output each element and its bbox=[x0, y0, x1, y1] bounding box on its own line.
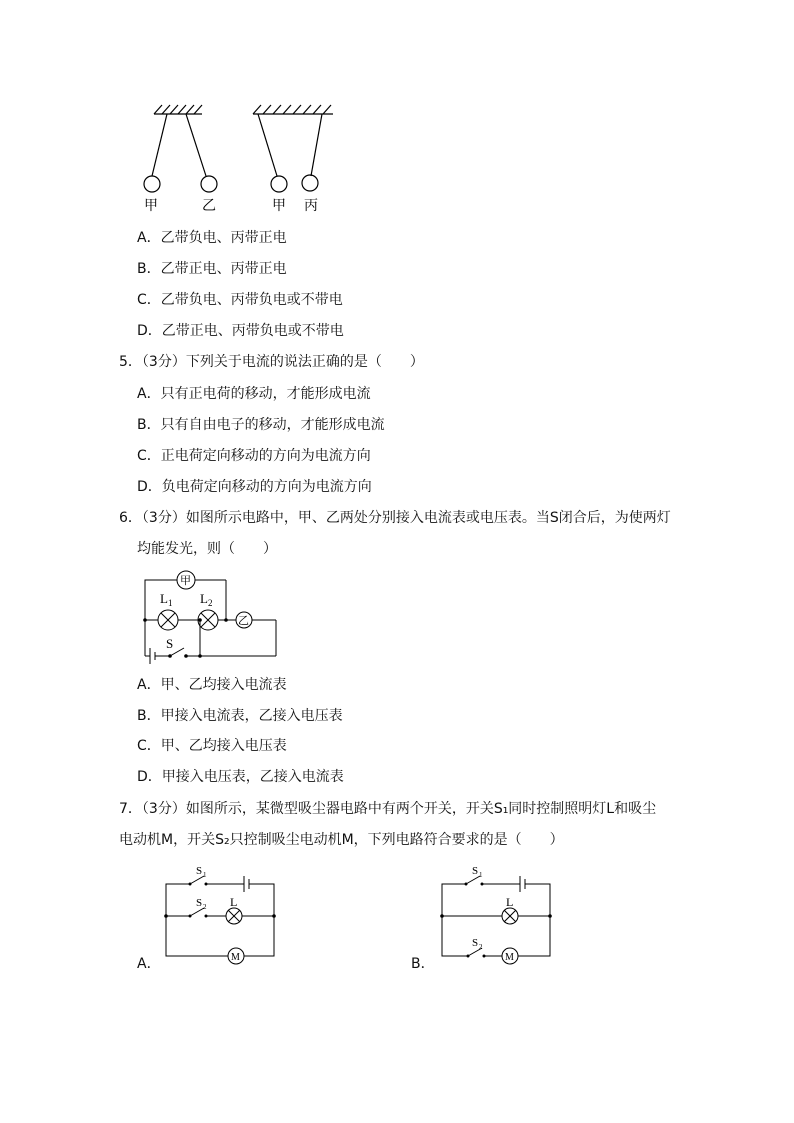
q6-option-d: D．甲接入电压表，乙接入电流表 bbox=[137, 769, 344, 785]
q7b-s2-sub: 2 bbox=[479, 943, 483, 951]
q6-lamp1-label: L bbox=[160, 591, 168, 606]
q7a-s1-sub: 1 bbox=[203, 871, 207, 879]
q7b-motor-label: M bbox=[505, 952, 514, 963]
q6-option-b: B．甲接入电流表，乙接入电压表 bbox=[137, 708, 343, 724]
q7a-s2-label: S bbox=[196, 897, 203, 909]
q7-stem-line2: 电动机M，开关S₂只控制吸尘电动机M，下列电路符合要求的是（ ） bbox=[119, 832, 564, 848]
q7-option-b-label: B． bbox=[411, 956, 435, 972]
q7-circuit-a bbox=[160, 864, 282, 964]
q4-label-yi: 乙 bbox=[202, 198, 216, 214]
q5-stem: 5．（3分）下列关于电流的说法正确的是（ ） bbox=[119, 354, 424, 370]
q4-option-d: D．乙带正电、丙带负电或不带电 bbox=[137, 323, 344, 339]
q4-label-jia-right: 甲 bbox=[272, 198, 286, 214]
q7b-s1-label: S bbox=[472, 865, 479, 877]
q6-meter-jia: 甲 bbox=[180, 574, 191, 587]
q7b-lamp-label: L bbox=[506, 895, 514, 909]
q7-option-a-label: A． bbox=[137, 956, 161, 972]
q4-label-bing: 丙 bbox=[304, 198, 318, 214]
q6-meter-yi: 乙 bbox=[238, 614, 249, 627]
q6-lamp2-label: L bbox=[200, 591, 208, 606]
q5-option-a: A．只有正电荷的移动，才能形成电流 bbox=[137, 386, 371, 402]
q6-lamp2-sub: 2 bbox=[208, 598, 213, 608]
q7a-s2-sub: 2 bbox=[203, 903, 207, 911]
q7a-s1-label: S bbox=[196, 865, 203, 877]
q4-option-a: A．乙带负电、丙带正电 bbox=[137, 230, 287, 246]
q6-stem-line2: 均能发光，则（ ） bbox=[137, 541, 277, 557]
q7-stem-line1: 7．（3分）如图所示，某微型吸尘器电路中有两个开关，开关S₁同时控制照明灯L和吸尘 bbox=[119, 801, 657, 817]
q4-option-b: B．乙带正电、丙带正电 bbox=[137, 261, 287, 277]
q7b-s1-sub: 1 bbox=[479, 871, 483, 879]
q5-option-b: B．只有自由电子的移动，才能形成电流 bbox=[137, 417, 385, 433]
q7-circuit-b bbox=[436, 864, 558, 964]
q6-lamp1-sub: 1 bbox=[168, 598, 173, 608]
q5-option-c: C．正电荷定向移动的方向为电流方向 bbox=[137, 448, 371, 464]
q7b-s2-label: S bbox=[472, 937, 479, 949]
q6-stem-line1: 6．（3分）如图所示电路中，甲、乙两处分别接入电流表或电压表。当S闭合后，为使两灯 bbox=[119, 510, 671, 526]
q6-option-a: A．甲、乙均接入电流表 bbox=[137, 677, 287, 693]
q4-pendulum-figure bbox=[140, 100, 340, 220]
q7a-lamp-label: L bbox=[230, 895, 238, 909]
q4-option-c: C．乙带负电、丙带负电或不带电 bbox=[137, 292, 343, 308]
q7a-motor-label: M bbox=[231, 952, 240, 963]
q6-option-c: C．甲、乙均接入电压表 bbox=[137, 738, 287, 754]
q6-circuit-figure bbox=[140, 568, 282, 664]
q5-option-d: D．负电荷定向移动的方向为电流方向 bbox=[137, 479, 372, 495]
q6-switch-label: S bbox=[166, 636, 174, 651]
q4-label-jia-left: 甲 bbox=[144, 198, 158, 214]
